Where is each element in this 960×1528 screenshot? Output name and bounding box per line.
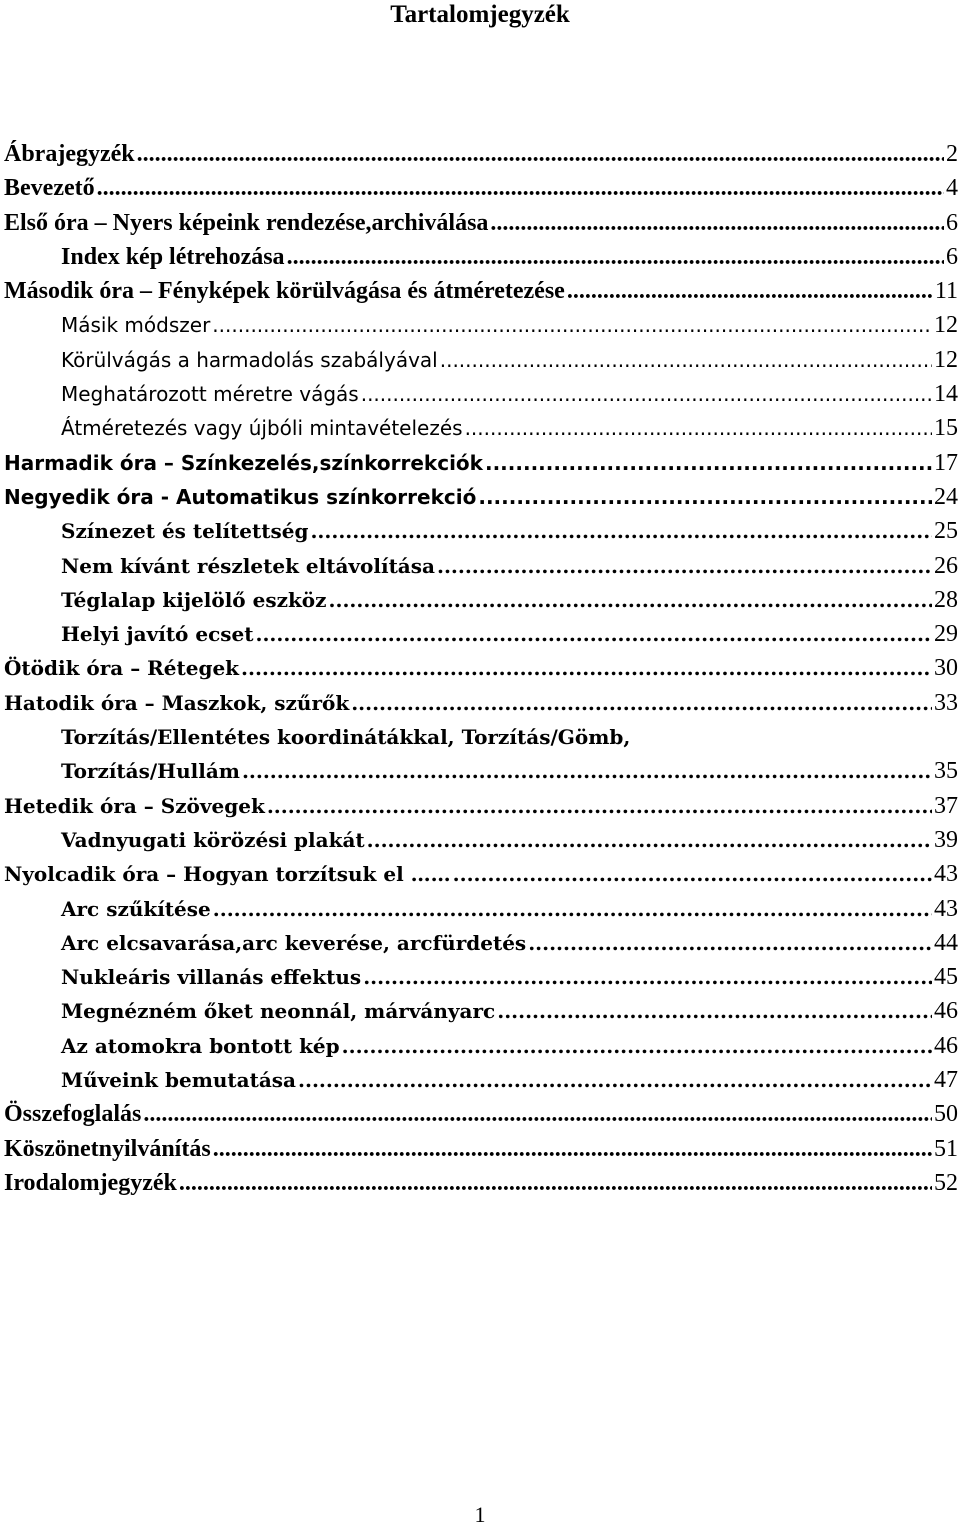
- toc-page-number: 43: [934, 895, 958, 922]
- toc-page-number: 35: [934, 758, 958, 785]
- toc-entry-label: Megnézném őket neonnál, márványarc: [61, 999, 496, 1024]
- toc-entry-negyedik-ora[interactable]: [4, 480, 958, 514]
- toc-entry-teglalap[interactable]: [4, 583, 958, 617]
- toc-leader-dots: [212, 308, 932, 342]
- toc-leader-dots: [255, 617, 932, 651]
- toc-entry-atomokra[interactable]: [4, 1029, 958, 1063]
- toc-entry-label: Torzítás/Hullám: [61, 759, 240, 784]
- toc-entry-label: Az atomokra bontott kép: [61, 1033, 340, 1058]
- toc-entry-label: Körülvágás a harmadolás szabályával: [61, 347, 438, 372]
- toc-leader-dots: [342, 1029, 932, 1063]
- toc-leader-dots: [478, 480, 932, 514]
- toc-entry-label: Színezet és telítettség: [61, 519, 309, 544]
- toc-page-number: 37: [934, 792, 958, 819]
- toc-entry-label: Ábrajegyzék: [4, 141, 135, 167]
- toc-leader-dots: [465, 411, 932, 445]
- toc-entry-arc-szukitese[interactable]: [4, 892, 958, 926]
- toc-leader-dots: [497, 994, 932, 1028]
- toc-leader-dots: [241, 651, 932, 685]
- toc-leader-dots: [367, 823, 932, 857]
- toc-entry-label: Hetedik óra – Szövegek: [4, 793, 265, 818]
- toc-leader-dots: [363, 960, 932, 994]
- toc-page-number: 39: [934, 826, 958, 853]
- toc-leader-dots: [453, 857, 932, 891]
- toc-page-number: 26: [934, 552, 958, 579]
- toc-page-number: 51: [934, 1135, 958, 1162]
- toc-entry-torzitas[interactable]: [4, 754, 958, 788]
- toc-page-number: 43: [934, 861, 958, 888]
- toc-leader-dots: [567, 274, 933, 308]
- toc-page-number: 6: [946, 243, 958, 270]
- toc-leader-dots: [490, 206, 944, 240]
- toc-entry-label: Bevezető: [4, 175, 95, 202]
- toc-entry-label: Arc szűkítése: [61, 896, 211, 921]
- toc-entry-elso-ora[interactable]: [4, 206, 958, 240]
- toc-page-number: 24: [934, 483, 958, 510]
- toc-entry-meghatarozott-meret[interactable]: [4, 377, 958, 411]
- toc-entry-irodalomjegyzek[interactable]: [4, 1166, 958, 1200]
- toc-title: Tartalomjegyzék: [390, 1, 570, 28]
- toc-entry-vadnyugati[interactable]: [4, 823, 958, 857]
- toc-entry-hetedik-ora[interactable]: [4, 789, 958, 823]
- toc-leader-dots: [329, 583, 932, 617]
- toc-page-number: 11: [934, 278, 958, 305]
- toc-entry-label: Hatodik óra – Maszkok, szűrők: [4, 690, 350, 715]
- toc-page-number: 6: [946, 209, 958, 236]
- toc-leader-dots: [361, 377, 932, 411]
- toc-entry-label: Téglalap kijelölő eszköz: [61, 587, 327, 612]
- toc-page-number: 50: [934, 1101, 958, 1128]
- toc-entry-index-kep[interactable]: [4, 240, 958, 274]
- toc-page-number: 29: [934, 621, 958, 648]
- toc-leader-dots: [267, 789, 932, 823]
- toc-leader-dots: [437, 549, 932, 583]
- toc-leader-dots: [213, 1132, 932, 1166]
- toc-entry-nyolcadik-ora[interactable]: [4, 857, 958, 891]
- toc-page-number: 44: [934, 929, 958, 956]
- toc-leader-dots: [351, 686, 932, 720]
- toc-page-number: 47: [934, 1067, 958, 1094]
- toc-page-number: 45: [934, 964, 958, 991]
- toc-page-number: 4: [946, 175, 958, 202]
- toc-entry-label: Ötödik óra – Rétegek: [4, 656, 240, 681]
- toc-page-number: 25: [934, 518, 958, 545]
- toc-entry-label: Vadnyugati körözési plakát: [61, 827, 365, 852]
- toc-leader-dots: [440, 343, 932, 377]
- toc-entry-label: Arc elcsavarása,arc keverése, arcfürdetés: [61, 930, 527, 955]
- toc-entry-osszefoglalas[interactable]: [4, 1097, 958, 1131]
- toc-entry-abrajegyzek[interactable]: [4, 137, 958, 171]
- toc-entry-label: Összefoglalás: [4, 1101, 142, 1128]
- toc-entry-otodik-ora[interactable]: [4, 651, 958, 685]
- toc-page-number: 14: [934, 381, 958, 408]
- toc-leader-dots: [137, 137, 944, 171]
- toc-entry-label: Köszönetnyilvánítás: [4, 1135, 211, 1162]
- toc-leader-dots: [528, 926, 932, 960]
- toc-leader-dots: [143, 1097, 932, 1131]
- toc-entry-label: Helyi javító ecset: [61, 622, 254, 647]
- toc-leader-dots: [298, 1063, 932, 1097]
- toc-page-number: 12: [934, 346, 958, 373]
- toc-leader-dots: [179, 1166, 932, 1200]
- toc-entry-label: Nyolcadik óra – Hogyan torzítsuk el ……: [4, 862, 451, 887]
- toc-leader-dots: [485, 446, 932, 480]
- toc-page-number: 30: [934, 655, 958, 682]
- toc-entry-masodik-ora[interactable]: [4, 274, 958, 308]
- toc-entry-label: Másik módszer: [61, 313, 211, 338]
- toc-entry-szinezet[interactable]: [4, 514, 958, 548]
- toc-leader-dots: [213, 892, 932, 926]
- toc-entry-label: Meghatározott méretre vágás: [61, 382, 359, 407]
- toc-leader-dots: [310, 514, 932, 548]
- toc-entry-label: Irodalomjegyzék: [4, 1169, 177, 1196]
- toc-entry-masik-modszer[interactable]: [4, 308, 958, 342]
- toc-leader-dots: [97, 171, 944, 205]
- toc-leader-dots: [242, 754, 932, 788]
- toc-entry-muveink[interactable]: [4, 1063, 958, 1097]
- toc-entry-arc-elcsavarasa[interactable]: [4, 926, 958, 960]
- toc-entry-label: Index kép létrehozása: [61, 243, 285, 270]
- toc-entry-hatodik-ora[interactable]: [4, 686, 958, 720]
- toc-entry-torzitas-line1[interactable]: Torzítás/Ellentétes koordinátákkal, Torzítás/Gömb,: [61, 725, 631, 750]
- toc-entry-bevezeto[interactable]: [4, 171, 958, 205]
- toc-page-number: 15: [934, 415, 958, 442]
- toc-entry-neonnal[interactable]: [4, 994, 958, 1028]
- toc-entry-label: Nem kívánt részletek eltávolítása: [61, 553, 435, 578]
- toc-page-number: 46: [934, 1032, 958, 1059]
- toc-page-number: 17: [934, 449, 958, 476]
- toc-entry-koszonetnyilvanitas[interactable]: [4, 1132, 958, 1166]
- toc-entry-label: Második óra – Fényképek körülvágása és átméretezése: [4, 278, 565, 305]
- toc-page-number: 12: [934, 312, 958, 339]
- page-number: 1: [474, 1502, 486, 1527]
- toc-leader-dots: [287, 240, 944, 274]
- toc-entry-label: Átméretezés vagy újbóli mintavételezés: [61, 416, 463, 441]
- toc-entry-nem-kivant[interactable]: [4, 549, 958, 583]
- toc-entry-label: Műveink bemutatása: [61, 1068, 297, 1093]
- toc-page-number: 28: [934, 586, 958, 613]
- toc-entry-label: Harmadik óra – Színkezelés,színkorrekciók: [4, 450, 483, 475]
- toc-entry-harmadik-ora[interactable]: [4, 446, 958, 480]
- toc-page-number: 46: [934, 998, 958, 1025]
- toc-entry-label: Nukleáris villanás effektus: [61, 965, 362, 990]
- toc-entry-nuklearis[interactable]: [4, 960, 958, 994]
- toc-entry-atmeretezes[interactable]: [4, 411, 958, 445]
- toc-page-number: 33: [934, 689, 958, 716]
- toc-page-number: 52: [934, 1169, 958, 1196]
- toc-entry-label: Első óra – Nyers képeink rendezése,archiválása: [4, 209, 489, 236]
- table-of-contents: [4, 137, 958, 1200]
- toc-page-number: 2: [946, 141, 958, 167]
- toc-entry-helyi-javito[interactable]: [4, 617, 958, 651]
- toc-entry-korulvagas[interactable]: [4, 343, 958, 377]
- toc-entry-label: Negyedik óra - Automatikus színkorrekció: [4, 484, 477, 509]
